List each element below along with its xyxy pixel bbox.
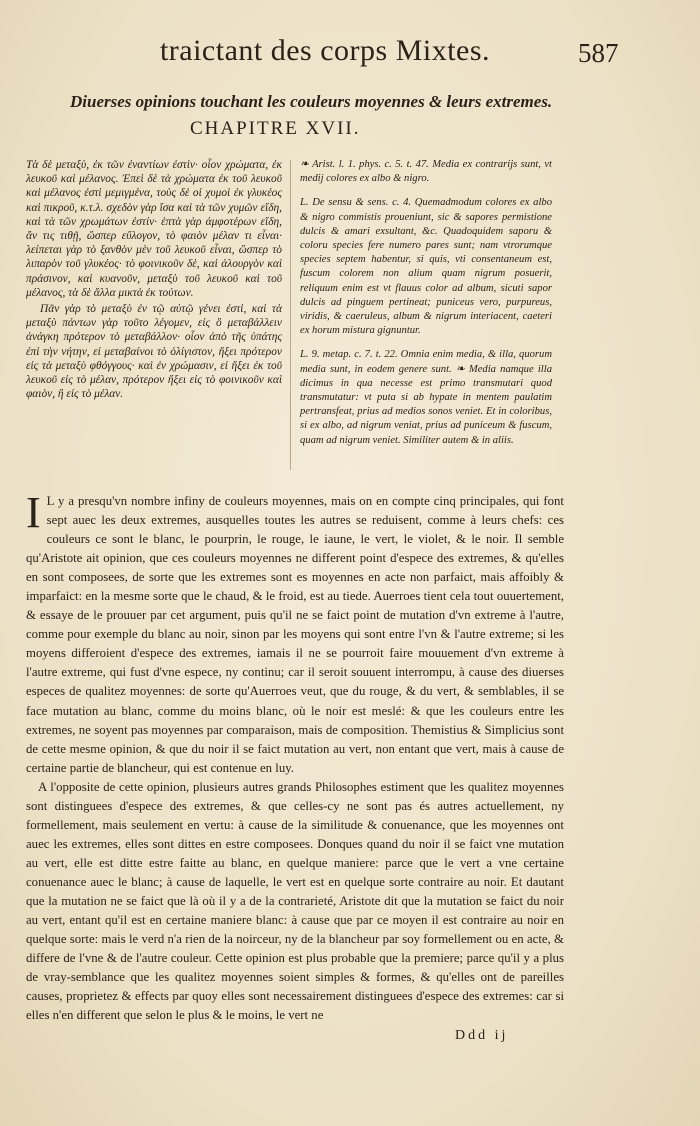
greek-text-column: [26, 158, 282, 403]
latin-note-3: L. 9. metap. c. 7. t. 22. Omnia enim media, & illa, quorum media sunt, in eodem genere sunt. ❧ Media namque illa dicimus in qua necesse est primo transmutari quod transmutatur: vt puta si ab hypate in mentem paulatim pertransfeat, prius ad medios sonos veniet. Et in coloribus, si ex albo, ad nigrum veniat, prius ad puniceum & fuscum, quam ad nigrum veniet. Similiter autem & in aliis.: [300, 349, 552, 446]
latin-notes-column: [300, 158, 552, 458]
signature-mark: Ddd ij: [455, 1028, 509, 1043]
running-head: traictant des corps Mixtes.: [159, 34, 491, 67]
body-paragraph-1: [26, 488, 564, 778]
column-divider: [290, 160, 291, 470]
latin-note-1: ❧ Arist. l. 1. phys. c. 5. t. 47. Media ex contrarijs sunt, vt medij colores ex albo & nigro.: [300, 159, 552, 185]
section-title: Diuerses opinions touchant les couleurs moyennes & leurs extremes.: [70, 92, 553, 111]
body-paragraph-1-text: L y a presqu'vn nombre infiny de couleurs moyennes, mais on en compte cinq principales, qui font sept auec les deux extremes, ausquelles toutes les autres se reduisent, comme à leurs chefs: ces couleurs ce sont le blanc, le pourprin, le rouge, le iaune, le vert, le violet, & le noir. Il semble qu'Aristote ait opinion, que ces couleurs moyennes ne different point d'espece des extremes, & qu'elles en sont composees, de sorte que les extremes sont es moyennes en acte non parfaict, mais affoibly & imparfaict: en la mesme sorte que le chaud, & le froid, est au tiede. Auerroes tient cela tout ouuertement, & essaye de le prouuer par cet argument, puis qu'il ne se faict point de mutation d'vn extreme à l'autre, comme pour exemple du blanc au noir, sinon par les moyens qui sont entre l'vn & l'autre extreme; si les moyens differoient d'espece des extremes, iamais il ne se pourroit faire mouuement d'vn extreme à l'autre extreme, qui fust d'vne espece, ny continu; car il seroit souuent interrompu, à cause des diuerses especes de qualitez moyennes: de sorte qu'Auerroes veut, que du rouge, & du vert, & semblables, il se face mutation au blanc, comme du moins blanc, où le noir est meslé: & que les couleurs entre les extremes, ne soyent pas moyennes par comparaison, mais de composition. Themistius & Simplicius sont de cette mesme opinion, & que du noir il se faict mutation au vert, non entant que vert, mais à cause de certaine partie de blancheur, qui est contenue en luy.: [26, 494, 564, 775]
greek-paragraph-2: Πᾶν γὰρ τὸ μεταξὺ ἐν τῷ αὐτῷ γένει ἐστὶ, καὶ τὰ μεταξὺ πάντων γὰρ τοῦτο λέγομεν, εἰς ὃ μεταβάλλειν ἀνάγκη πρότερον τὸ μεταβάλλον· οἷον ἀπὸ τῆς ὑπάτης ἐπὶ τὴν νήτην, εἰ μεταβαίνοι τὸ ὀλίγιστον, ἥξει πρότερον εἰς τὰ μεταξὺ φθόγγους· καὶ ἐν χρώμασιν, εἰ ἥξει ἐκ τοῦ λευκοῦ εἰς τὸ μέλαν, πρότερον ἥξει εἰς τὸ φοινικοῦν καὶ φαιὸν, ἢ εἰς τὸ μέλαν.: [26, 303, 282, 401]
page-number: 587: [578, 38, 619, 68]
drop-cap: I: [26, 488, 41, 537]
body-text: [26, 488, 564, 1025]
body-paragraph-2: A l'opposite de cette opinion, plusieurs autres grands Philosophes estiment que les qualitez moyennes sont distinguees d'espece des extremes, & que celles-cy ne sont pas és autres actuellement, ny formellement, mais seulement en vertu: à cause de la similitude & conuenance, que les moyennes ont auec les extremes, elles sont dittes en estre composees. Donques quand du noir il se faict vne mutation au vert, elle est ditte estre faitte au blanc, en quelque maniere: parce que le vert a vne certaine conuenance auec le blanc; à cause de laquelle, le vert est en quelque sorte contraire au noir. Et dautant que la mutation ne se faict que là où il y a de la contrarieté, Aristote dit que la mutation se faict du noir au vert, entant qu'il est en certaine maniere blanc: à cause que par ce moyen il est contraire au noir en quelque sorte: mais le verd n'a rien de la noirceur, ny de la blancheur par soy formellement ou en acte, & differe de l'vne & de l'autre couleur. Cette opinion est plus probable que la premiere; parce qu'il y a plus de vray-semblance que les qualitez moyennes soient simples & formes, & qu'elles ont de pareilles causes, proprietez & effects par quoy elles sont necessairement distinguees d'espece des extremes: car si elles n'en different que selon le plus & le moins, le vert ne: [26, 779, 564, 1023]
latin-note-2: L. De sensu & sens. c. 4. Quemadmodum colores ex albo & nigro commistis proueniunt, sic & sapores permistione dulcis & amari exsultant, &c. Quadoquidem saporu & coloru species fere numero pares sunt; nam vtrorumque species septem habentur, si quis, vti consentaneum est, fuscum colorem non alium quam nigrum posuerit, reliquum enim est vt flauus color ad album, sicuti sapor dulcis ad pinguem pertineat; puniceus vero, purpureus, viridis, & caeruleus, album & nigrum interiacent, caeteri ex horum mistura gignuntur.: [300, 197, 552, 337]
greek-paragraph-1: Τὰ δὲ μεταξὺ, ἐκ τῶν ἐναντίων ἐστὶν· οἷον χρώματα, ἐκ λευκοῦ καὶ μέλανος. Ἐπεὶ δὲ τὰ χρώματα ἐκ τοῦ λευκοῦ καὶ μέλανος ἐστὶ μεμιγμένα, τοὺς δὲ οἱ χυμοὶ ἐκ γλυκέος καὶ πικροῦ, κ.τ.λ. σχεδὸν γὰρ ἴσα καὶ τὰ τῶν χυμῶν εἴδη, καὶ τὰ τῶν χρωμάτων ἐστίν· ἑπτὰ γὰρ ἀμφοτέρων εἴδη, ἄν τις τιθῇ, ὥσπερ εὔλογον, τὸ φαιὸν μέλαν τι εἶναι· λείπεται γὰρ τὸ ξανθὸν μὲν τοῦ λευκοῦ εἶναι, ὥσπερ τὸ λιπαρὸν τοῦ γλυκέος· τὸ φοινικοῦν δὲ, καὶ ἁλουργὸν καὶ πράσινον, καὶ κυανοῦν, μεταξὺ τοῦ λευκοῦ καὶ τοῦ μέλανος, τὰ δὲ ἄλλα μικτὰ ἐκ τούτων.: [26, 159, 282, 299]
chapter-title: CHAPITRE XVII.: [190, 118, 361, 139]
